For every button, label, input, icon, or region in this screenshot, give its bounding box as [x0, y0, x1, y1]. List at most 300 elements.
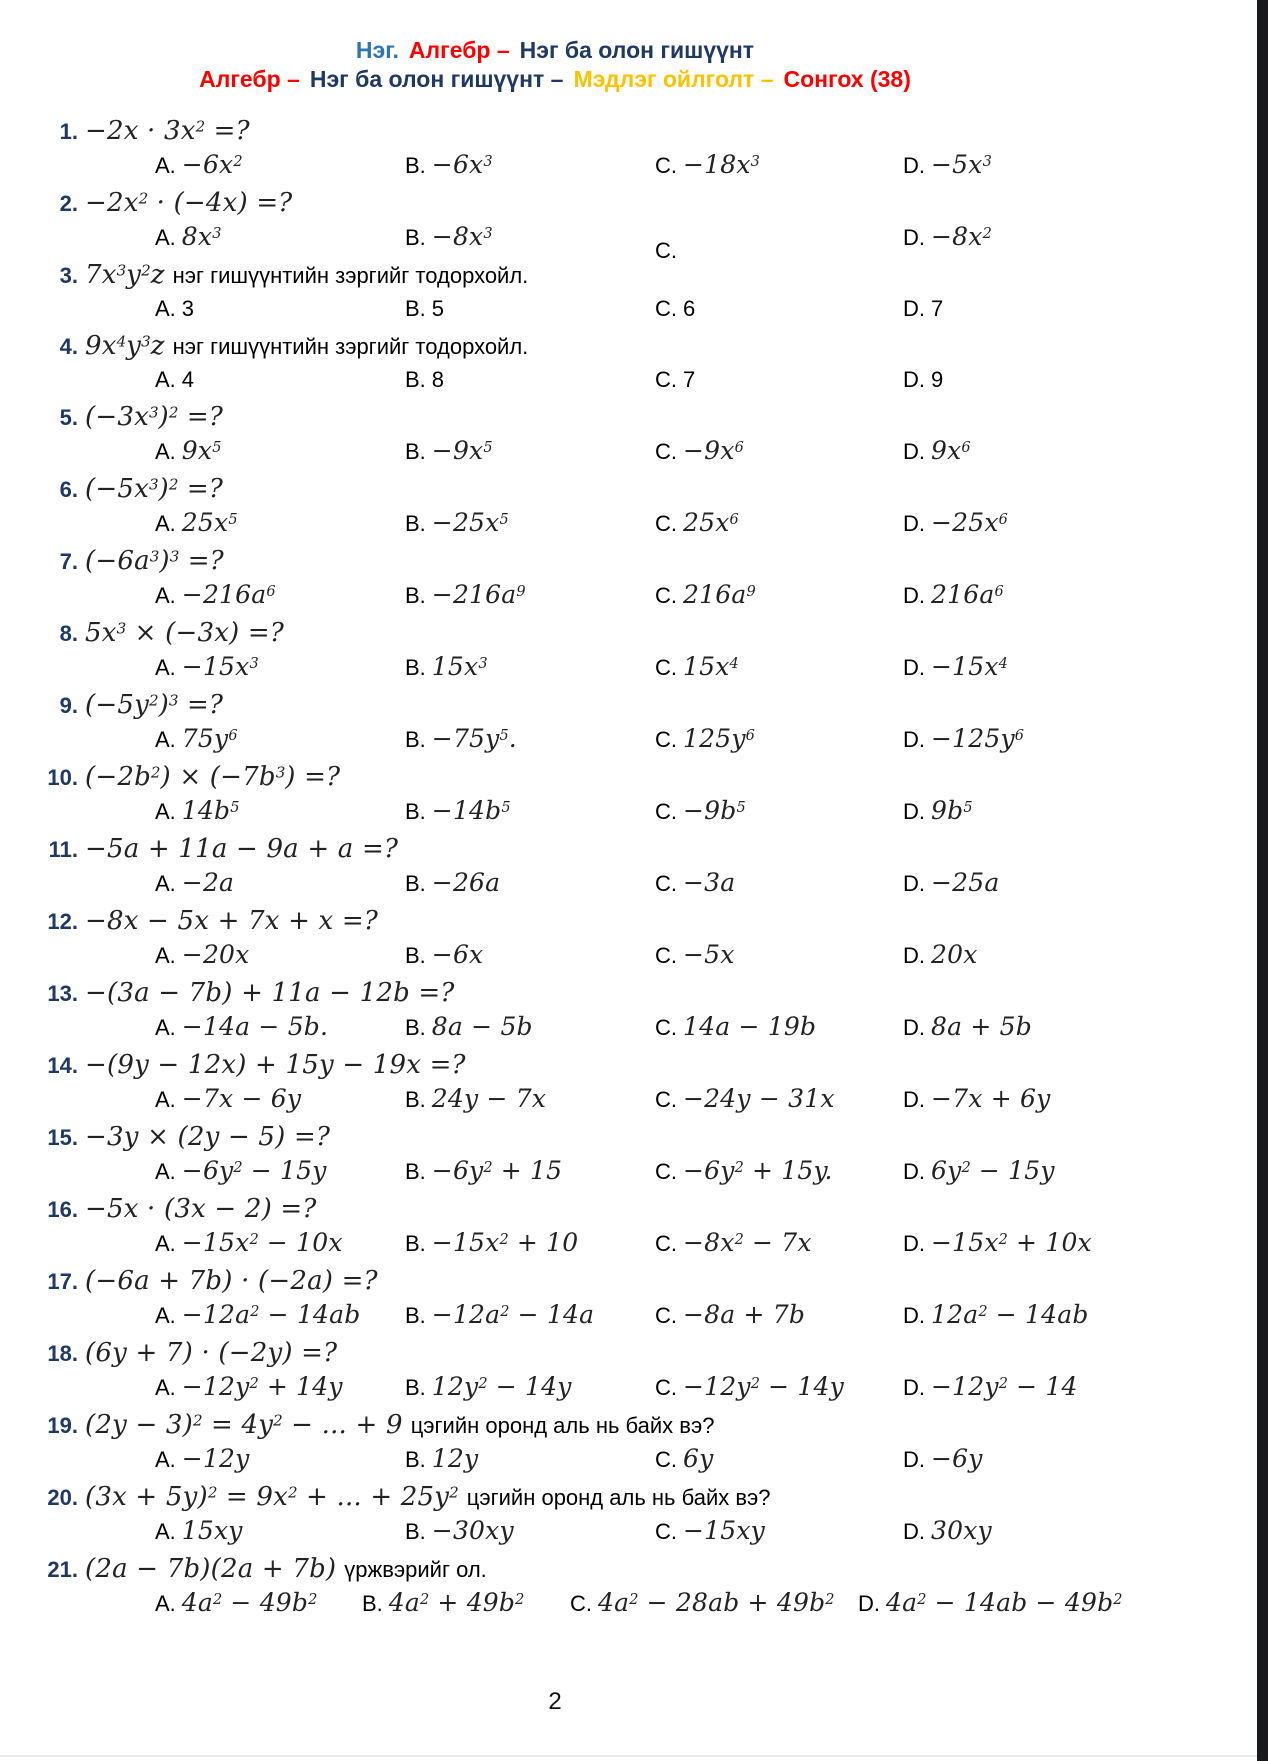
option-value: $-12y^2 - 14$: [931, 1372, 1078, 1401]
stem-math: $(-3x^3)^2$ =?: [85, 402, 224, 432]
stem-math: −3y × (2y − 5) =?: [85, 1122, 331, 1152]
question-number: 9.: [59, 693, 78, 718]
question-item: [0, 832, 1110, 901]
option-value: −14a − 5b.: [181, 1012, 329, 1041]
option-value: $15x^3$: [431, 652, 488, 681]
header-segment: Алгебр –: [199, 66, 300, 92]
option-c: [655, 294, 903, 326]
option-letter: A.: [155, 511, 176, 536]
option-value: $-15x^3$: [181, 652, 259, 681]
option-letter: B.: [405, 727, 426, 752]
question-stem: [0, 258, 1110, 293]
stem-math: $(-5x^3)^2$ =?: [85, 474, 224, 504]
options-row: [155, 1372, 1110, 1405]
option-value: −12y: [181, 1444, 250, 1473]
option-value: $-75y^5$.: [431, 724, 517, 753]
option-letter: D.: [903, 1447, 925, 1472]
option-b: [405, 294, 655, 326]
option-value: $25x^5$: [181, 508, 238, 537]
option-value: $-9x^6$: [683, 436, 744, 465]
question-stem: [0, 688, 1110, 723]
option-d: [903, 1228, 1110, 1261]
options-row: [155, 1300, 1110, 1333]
option-letter: C.: [655, 799, 677, 824]
option-d: [903, 1300, 1110, 1333]
option-value: −24y − 31x: [683, 1084, 835, 1113]
option-letter: D.: [903, 1015, 925, 1040]
option-d: [903, 436, 1110, 469]
question-item: [0, 688, 1110, 757]
option-b: [405, 1012, 655, 1045]
option-letter: A.: [155, 296, 176, 321]
option-a: [155, 365, 405, 397]
option-a: [155, 1444, 405, 1477]
option-value: 5: [431, 296, 445, 321]
option-value: $216a^6$: [931, 580, 1004, 609]
option-value: $-125y^6$: [931, 724, 1025, 753]
options-row: [155, 294, 1110, 326]
question-stem: [0, 114, 1110, 149]
options-row: [155, 1588, 1123, 1621]
option-letter: D.: [903, 153, 925, 178]
question-item: [0, 1192, 1110, 1261]
option-b: [405, 1084, 655, 1117]
stem-math: (−6a + 7b) · (−2a) =?: [85, 1266, 378, 1296]
option-letter: D.: [903, 296, 925, 321]
options-row: [155, 580, 1110, 613]
stem-text: нэг гишүүнтийн зэргийг тодорхойл.: [172, 263, 529, 288]
question-number: 8.: [59, 621, 78, 646]
header-segment: Нэг ба олон гишүүнт: [519, 37, 755, 63]
option-letter: D.: [903, 1159, 925, 1184]
option-value: 24y − 7x: [431, 1084, 547, 1113]
question-item: [0, 1264, 1110, 1333]
option-b: [405, 724, 655, 757]
option-letter: C.: [655, 655, 677, 680]
question-number: 13.: [47, 981, 78, 1006]
option-a: [155, 940, 405, 973]
question-number: 20.: [47, 1485, 78, 1510]
option-d: [858, 1588, 1123, 1621]
options-row: [155, 724, 1110, 757]
option-value: $-6y^2 + 15$: [431, 1156, 563, 1185]
option-a: [155, 294, 405, 326]
stem-math: −(9y − 12x) + 15y − 19x =?: [85, 1050, 466, 1080]
option-a: [155, 652, 405, 685]
option-a: [155, 1588, 362, 1621]
stem-math: $(-5y^2)^3$ =?: [85, 690, 224, 720]
option-value: $-9x^5$: [431, 436, 493, 465]
option-letter: D.: [903, 1231, 925, 1256]
option-letter: B.: [362, 1591, 383, 1616]
options-row: [155, 508, 1110, 541]
option-value: −26a: [431, 868, 501, 897]
option-a: [155, 1228, 405, 1261]
option-b: [362, 1588, 570, 1621]
option-value: $12y^2 - 14y$: [431, 1372, 572, 1401]
question-item: [0, 1048, 1110, 1117]
option-letter: B.: [405, 1015, 426, 1040]
stem-math: −(3a − 7b) + 11a − 12b =?: [85, 978, 455, 1008]
page-number: 2: [548, 1688, 562, 1715]
option-letter: B.: [405, 871, 426, 896]
option-d: [903, 1012, 1110, 1045]
option-letter: D.: [903, 871, 925, 896]
option-letter: B.: [405, 511, 426, 536]
stem-math: −5x · (3x − 2) =?: [85, 1194, 317, 1224]
option-c: [655, 724, 903, 757]
option-value: $-6y^2 + 15y$.: [683, 1156, 833, 1185]
question-item: [0, 1120, 1110, 1189]
option-b: [405, 1156, 655, 1189]
option-d: [903, 652, 1110, 685]
option-value: $4a^2 - 28ab + 49b^2$: [598, 1588, 835, 1617]
option-a: [155, 1084, 405, 1117]
question-item: [0, 114, 1110, 183]
option-letter: C.: [655, 1231, 677, 1256]
options-row: [155, 1516, 1110, 1549]
question-number: 10.: [47, 765, 78, 790]
question-number: 18.: [47, 1341, 78, 1366]
option-value: $-6y^2 - 15y$: [181, 1156, 327, 1185]
option-b: [405, 796, 655, 829]
option-value: $-9b^5$: [683, 796, 746, 825]
option-letter: C.: [655, 511, 677, 536]
option-d: [903, 580, 1110, 613]
option-c: [655, 1444, 903, 1477]
option-letter: C.: [655, 439, 677, 464]
option-b: [405, 1516, 655, 1549]
question-stem: [0, 1336, 1110, 1371]
question-number: 14.: [47, 1053, 78, 1078]
header-segment: Мэдлэг ойлголт –: [573, 66, 774, 92]
option-value: 6y: [683, 1444, 714, 1473]
option-value: $75y^6$: [181, 724, 238, 753]
header-segment: Нэг.: [355, 37, 399, 63]
options-row: [155, 436, 1110, 469]
option-c: [655, 1300, 903, 1333]
option-letter: B.: [405, 1519, 426, 1544]
option-letter: C.: [655, 153, 677, 178]
option-d: [903, 508, 1110, 541]
option-value: $12a^2 - 14ab$: [931, 1300, 1089, 1329]
question-stem: [0, 1048, 1110, 1083]
option-letter: B.: [405, 153, 426, 178]
option-letter: D.: [903, 1087, 925, 1112]
option-value: $-8x^2$: [931, 222, 992, 251]
option-letter: B.: [405, 583, 426, 608]
option-letter: C.: [655, 1015, 677, 1040]
option-letter: B.: [405, 799, 426, 824]
option-letter: D.: [903, 439, 925, 464]
question-number: 3.: [59, 263, 78, 288]
option-b: [405, 365, 655, 397]
option-a: [155, 150, 405, 183]
option-value: −7x + 6y: [931, 1084, 1051, 1113]
question-number: 5.: [59, 405, 78, 430]
option-letter: A.: [155, 655, 176, 680]
question-stem: [0, 760, 1110, 795]
options-row: [155, 868, 1110, 901]
option-d: [903, 1084, 1110, 1117]
option-letter: A.: [155, 1015, 176, 1040]
option-letter: C.: [655, 1375, 677, 1400]
option-value: 12y: [431, 1444, 479, 1473]
option-letter: A.: [155, 1231, 176, 1256]
options-row: [155, 1084, 1110, 1117]
option-letter: C.: [655, 871, 677, 896]
option-letter: A.: [155, 943, 176, 968]
option-value: $-15x^2 + 10x$: [931, 1228, 1092, 1257]
options-row: [155, 796, 1110, 829]
option-letter: A.: [155, 583, 176, 608]
option-value: $-14b^5$: [431, 796, 511, 825]
option-letter: A.: [155, 153, 176, 178]
option-letter: A.: [155, 1303, 176, 1328]
option-value: −7x − 6y: [181, 1084, 302, 1113]
stem-math: $(2y - 3)^2 = 4y^2$ − ... + 9: [85, 1410, 403, 1440]
option-value: 15xy: [181, 1516, 243, 1545]
option-letter: B.: [405, 1087, 426, 1112]
stem-math: $9x^4y^3z$: [85, 331, 165, 361]
option-letter: D.: [903, 225, 925, 250]
option-value: −5x: [683, 940, 735, 969]
header-segment: Алгебр –: [408, 37, 510, 63]
option-b: [405, 940, 655, 973]
option-letter: B.: [405, 943, 426, 968]
bottom-edge-line: [0, 1755, 1257, 1757]
option-letter: A.: [155, 1591, 176, 1616]
option-value: 30xy: [931, 1516, 992, 1545]
question-stem: [0, 1120, 1110, 1155]
stem-math: −5a + 11a − 9a + a =?: [85, 834, 399, 864]
option-letter: B.: [405, 296, 426, 321]
question-stem: [0, 1264, 1110, 1299]
option-value: $4a^2 - 49b^2$: [181, 1588, 318, 1617]
right-edge-bar: [1257, 0, 1268, 1761]
option-c: [570, 1588, 858, 1621]
option-c: [655, 868, 903, 901]
stem-math: $(-2b^2) \times (-7b^3)$ =?: [85, 762, 341, 792]
option-c: [655, 1228, 903, 1261]
option-value: $25x^6$: [683, 508, 739, 537]
options-row: [155, 652, 1110, 685]
stem-text: цэгийн оронд аль нь байх вэ?: [410, 1413, 715, 1438]
option-letter: A.: [155, 225, 176, 250]
option-letter: D.: [903, 799, 925, 824]
question-item: [0, 472, 1110, 541]
option-letter: D.: [903, 727, 925, 752]
option-d: [903, 1444, 1110, 1477]
question-item: [0, 258, 1110, 326]
options-row: [155, 222, 1110, 263]
option-value: $125y^6$: [683, 724, 755, 753]
option-value: $14b^5$: [181, 796, 240, 825]
question-item: [0, 329, 1110, 397]
option-value: −20x: [181, 940, 250, 969]
question-item: [0, 976, 1110, 1045]
option-b: [405, 1444, 655, 1477]
option-value: −6x: [431, 940, 484, 969]
option-c: [655, 1372, 903, 1405]
option-letter: C.: [655, 1303, 677, 1328]
question-item: [0, 1480, 1110, 1549]
option-d: [903, 1372, 1110, 1405]
option-d: [903, 365, 1110, 397]
question-item: [0, 904, 1110, 973]
options-row: [155, 150, 1110, 183]
option-value: 7: [931, 296, 944, 321]
option-a: [155, 868, 405, 901]
option-letter: A.: [155, 871, 176, 896]
option-letter: C.: [655, 296, 677, 321]
option-c: [655, 236, 903, 269]
option-letter: B.: [405, 1375, 426, 1400]
option-letter: C.: [655, 583, 677, 608]
stem-math: $5x^3 \times (-3x)$ =?: [85, 618, 284, 648]
question-number: 6.: [59, 477, 78, 502]
option-letter: B.: [405, 1447, 426, 1472]
option-letter: C.: [570, 1591, 592, 1616]
option-value: $9x^6$: [931, 436, 971, 465]
option-c: [655, 150, 903, 183]
options-row: [155, 1444, 1110, 1477]
option-letter: B.: [405, 1303, 426, 1328]
question-item: [0, 1552, 1123, 1621]
option-value: $6y^2 - 15y$: [931, 1156, 1055, 1185]
question-stem: [0, 400, 1110, 435]
option-value: −3a: [683, 868, 736, 897]
question-item: [0, 1408, 1110, 1477]
question-stem: [0, 832, 1110, 867]
option-a: [155, 1012, 405, 1045]
stem-math: $-2x^2 \cdot (-4x)$ =?: [85, 188, 293, 218]
stem-text: үржвэрийг ол.: [344, 1557, 487, 1582]
option-c: [655, 940, 903, 973]
option-a: [155, 724, 405, 757]
stem-math: $(-6a^3)^3$ =?: [85, 546, 224, 576]
stem-math: −8x − 5x + 7x + x =?: [85, 906, 378, 936]
header-segment: Сонгох (38): [783, 66, 911, 92]
option-c: [655, 1012, 903, 1045]
option-letter: A.: [155, 439, 176, 464]
option-value: $-12y^2 - 14y$: [683, 1372, 844, 1401]
option-value: 9: [931, 367, 944, 392]
option-d: [903, 796, 1110, 829]
option-letter: D.: [903, 1375, 925, 1400]
option-a: [155, 1156, 405, 1189]
option-c: [655, 508, 903, 541]
option-a: [155, 222, 405, 255]
option-value: 6: [683, 296, 696, 321]
option-value: 7: [683, 367, 696, 392]
question-number: 19.: [47, 1413, 78, 1438]
question-number: 1.: [59, 119, 78, 144]
option-value: $-25x^5$: [431, 508, 509, 537]
option-letter: A.: [155, 1447, 176, 1472]
option-d: [903, 940, 1110, 973]
option-a: [155, 436, 405, 469]
question-number: 21.: [47, 1557, 78, 1582]
question-item: [0, 760, 1110, 829]
options-row: [155, 1228, 1110, 1261]
option-letter: D.: [903, 655, 925, 680]
option-letter: A.: [155, 1375, 176, 1400]
option-value: $9b^5$: [931, 796, 973, 825]
option-d: [903, 1516, 1110, 1549]
options-row: [155, 1012, 1110, 1045]
option-value: $4a^2 + 49b^2$: [388, 1588, 525, 1617]
option-value: $-216a^6$: [181, 580, 276, 609]
option-b: [405, 1300, 655, 1333]
options-row: [155, 1156, 1110, 1189]
option-value: $-15x^4$: [931, 652, 1008, 681]
stem-text: цэгийн оронд аль нь байх вэ?: [466, 1485, 771, 1510]
question-stem: [0, 904, 1110, 939]
question-number: 11.: [48, 837, 78, 862]
question-item: [0, 1336, 1110, 1405]
option-letter: B.: [405, 225, 426, 250]
option-value: $216a^9$: [683, 580, 756, 609]
page-header: [0, 0, 1110, 94]
option-value: $8x^3$: [181, 222, 222, 251]
option-value: −15xy: [683, 1516, 765, 1545]
option-c: [655, 365, 903, 397]
option-value: −25a: [931, 868, 1000, 897]
option-value: $-5x^3$: [931, 150, 992, 179]
option-d: [903, 294, 1110, 326]
header-line-2: [0, 65, 1110, 94]
question-number: 12.: [47, 909, 78, 934]
option-letter: B.: [405, 1231, 426, 1256]
option-value: $-18x^3$: [683, 150, 760, 179]
option-value: −30xy: [431, 1516, 514, 1545]
question-stem: [0, 186, 1110, 221]
options-row: [155, 940, 1110, 973]
option-value: $-6x^2$: [181, 150, 243, 179]
option-a: [155, 1372, 405, 1405]
option-letter: A.: [155, 1519, 176, 1544]
question-number: 16.: [47, 1197, 78, 1222]
option-c: [655, 436, 903, 469]
stem-math: $7x^3y^2z$: [85, 260, 165, 290]
option-letter: A.: [155, 367, 176, 392]
question-item: [0, 400, 1110, 469]
option-letter: C.: [655, 1447, 677, 1472]
option-value: −6y: [931, 1444, 983, 1473]
option-value: $4a^2 - 14ab - 49b^2$: [886, 1588, 1123, 1617]
option-b: [405, 436, 655, 469]
option-a: [155, 508, 405, 541]
option-value: 14a − 19b: [683, 1012, 817, 1041]
question-stem: [0, 1480, 1110, 1515]
option-letter: D.: [903, 1303, 925, 1328]
option-value: $-12a^2 - 14a$: [431, 1300, 595, 1329]
header-line-1: [0, 36, 1110, 65]
option-letter: C.: [655, 943, 677, 968]
option-a: [155, 796, 405, 829]
option-value: 20x: [931, 940, 978, 969]
option-value: $-216a^9$: [431, 580, 526, 609]
option-letter: B.: [405, 1159, 426, 1184]
stem-math: $(3x + 5y)^2 = 9x^2$ + ... + $25y^2$: [85, 1482, 459, 1512]
option-letter: C.: [655, 727, 677, 752]
option-value: $-6x^3$: [431, 150, 493, 179]
option-d: [903, 150, 1110, 183]
option-b: [405, 508, 655, 541]
option-value: −8a + 7b: [683, 1300, 806, 1329]
option-letter: D.: [903, 511, 925, 536]
